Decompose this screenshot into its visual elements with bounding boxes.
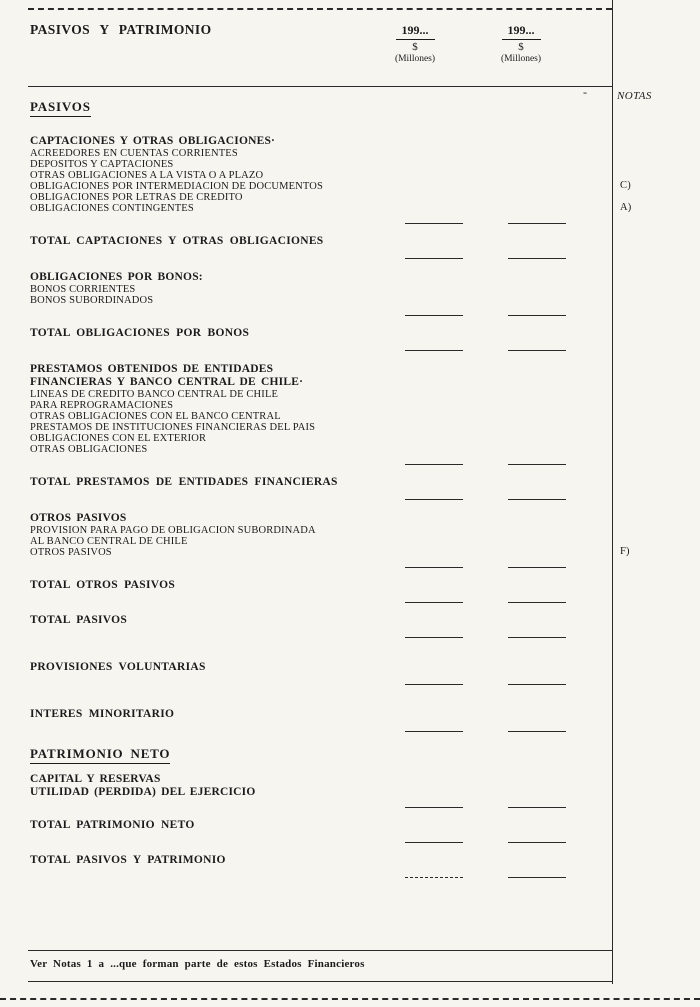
row-label: TOTAL OTROS PASIVOS xyxy=(30,579,176,591)
row-label: PATRIMONIO NETO xyxy=(30,746,170,764)
row-label: OBLIGACIONES POR INTERMEDIACION DE DOCUMENTOS xyxy=(30,181,323,192)
year-label: 199... xyxy=(502,23,541,40)
amount-blank-line xyxy=(508,877,566,878)
bottom-dashed-divider xyxy=(0,998,700,1000)
note-reference: A) xyxy=(620,202,632,213)
amount-blank-row xyxy=(30,870,612,880)
footer-rule-top xyxy=(28,950,612,951)
statement-row-obligaciones-por-bonos xyxy=(30,271,612,284)
amount-blank-row xyxy=(30,595,612,605)
top-dashed-divider xyxy=(28,8,612,10)
statement-row-total-patrimonio-neto xyxy=(30,819,612,833)
unit-label: (Millones) xyxy=(394,54,436,64)
row-label: INTERES MINORITARIO xyxy=(30,708,175,720)
amount-blank-line xyxy=(405,567,463,568)
row-label: OBLIGACIONES POR BONOS: xyxy=(30,271,203,283)
row-label: BONOS CORRIENTES xyxy=(30,284,136,295)
row-label: UTILIDAD (PERDIDA) DEL EJERCICIO xyxy=(30,786,256,798)
row-label: PRESTAMOS DE INSTITUCIONES FINANCIERAS DEL PAIS xyxy=(30,422,316,433)
amount-blank-line xyxy=(508,315,566,316)
note-reference: C) xyxy=(620,180,631,191)
row-label: PASIVOS xyxy=(30,99,91,117)
statement-row-bonos-corrientes xyxy=(30,284,612,295)
row-label: TOTAL PASIVOS Y PATRIMONIO xyxy=(30,854,226,866)
row-label: OBLIGACIONES POR LETRAS DE CREDITO xyxy=(30,192,243,203)
amount-blank-line xyxy=(508,258,566,259)
statement-row-al-banco-central-de-chile xyxy=(30,536,612,547)
footer-note: Ver Notas 1 a ...que forman parte de estos Estados Financieros xyxy=(30,958,365,970)
notas-column-label: NOTAS xyxy=(617,90,652,102)
row-label: DEPOSITOS Y CAPTACIONES xyxy=(30,159,174,170)
amount-blank-line xyxy=(405,731,463,732)
statement-row-otros-pasivos xyxy=(30,512,612,525)
amount-blank-row xyxy=(30,800,612,810)
amount-blank-row xyxy=(30,457,612,467)
amount-blank-line xyxy=(405,464,463,465)
statement-row-interes-minoritario xyxy=(30,708,612,722)
statement-row-otras-obligaciones xyxy=(30,444,612,455)
amount-blank-line xyxy=(405,684,463,685)
statement-row-obligaciones-contingentes xyxy=(30,202,632,214)
amount-blank-row xyxy=(30,343,612,353)
statement-row-financieras-y-banco-central-de-chile xyxy=(30,376,612,389)
row-label: PROVISIONES VOLUNTARIAS xyxy=(30,661,206,673)
row-label: OTRAS OBLIGACIONES CON EL BANCO CENTRAL xyxy=(30,411,281,422)
amount-blank-line xyxy=(405,877,463,878)
amount-blank-line xyxy=(508,350,566,351)
amount-blank-row xyxy=(30,835,612,845)
footer-rule-bottom xyxy=(28,981,612,982)
row-label: FINANCIERAS Y BANCO CENTRAL DE CHILE· xyxy=(30,376,304,388)
row-label: PROVISION PARA PAGO DE OBLIGACION SUBORDINADA xyxy=(30,525,316,536)
amount-blank-line xyxy=(508,464,566,465)
amount-blank-line xyxy=(405,637,463,638)
row-label: OBLIGACIONES CONTINGENTES xyxy=(30,203,194,214)
statement-row-pasivos xyxy=(30,99,612,116)
row-label: TOTAL PRESTAMOS DE ENTIDADES FINANCIERAS xyxy=(30,476,338,488)
year-label: 199... xyxy=(396,23,435,40)
amount-blank-line xyxy=(508,223,566,224)
row-label: AL BANCO CENTRAL DE CHILE xyxy=(30,536,188,547)
statement-row-total-otros-pasivos xyxy=(30,579,612,593)
row-label: TOTAL CAPTACIONES Y OTRAS OBLIGACIONES xyxy=(30,235,324,247)
amount-blank-line xyxy=(405,842,463,843)
row-label: PRESTAMOS OBTENIDOS DE ENTIDADES xyxy=(30,363,274,375)
statement-row-obligaciones-por-intermediacion-de-documentos xyxy=(30,180,631,192)
year-column-header-2 xyxy=(486,21,556,65)
statement-row-otros-pasivos xyxy=(30,546,630,558)
currency-symbol: $ xyxy=(518,41,524,53)
statement-row-prestamos-de-instituciones-financieras-del-pais xyxy=(30,422,612,433)
amount-blank-row xyxy=(30,677,612,687)
statement-row-utilidad-perdida-del-ejercicio xyxy=(30,786,612,798)
row-label: OTROS PASIVOS xyxy=(30,547,112,558)
statement-row-bonos-subordinados xyxy=(30,295,612,306)
statement-row-total-obligaciones-por-bonos xyxy=(30,327,612,341)
row-label: TOTAL PATRIMONIO NETO xyxy=(30,819,195,831)
amount-blank-row xyxy=(30,724,612,734)
amount-blank-line xyxy=(508,842,566,843)
amount-blank-line xyxy=(405,315,463,316)
amount-blank-line xyxy=(508,567,566,568)
statement-title: PASIVOS Y PATRIMONIO xyxy=(30,22,212,37)
statement-row-patrimonio-neto xyxy=(30,746,612,763)
amount-blank-line xyxy=(508,602,566,603)
amount-blank-row xyxy=(30,492,612,502)
stray-dash-mark: - xyxy=(583,85,587,99)
amount-blank-line xyxy=(405,807,463,808)
amount-blank-line xyxy=(405,602,463,603)
row-label: CAPTACIONES Y OTRAS OBLIGACIONES· xyxy=(30,135,276,147)
amount-blank-line xyxy=(508,684,566,685)
unit-label: (Millones) xyxy=(500,54,542,64)
statement-row-provision-para-pago-de-obligacion-subordinada xyxy=(30,525,612,536)
row-label: BONOS SUBORDINADOS xyxy=(30,295,154,306)
row-label: ACREEDORES EN CUENTAS CORRIENTES xyxy=(30,148,238,159)
statement-row-para-reprogramaciones xyxy=(30,400,612,411)
row-label: OTROS PASIVOS xyxy=(30,512,127,524)
statement-row-capital-y-reservas xyxy=(30,773,612,785)
statement-row-lineas-de-credito-banco-central-de-chile xyxy=(30,389,612,400)
statement-row-depositos-y-captaciones xyxy=(30,159,612,170)
statement-row-otras-obligaciones-con-el-banco-central xyxy=(30,411,612,422)
row-label: CAPITAL Y RESERVAS xyxy=(30,773,161,785)
statement-row-total-captaciones-y-otras-obligaciones xyxy=(30,235,612,249)
amount-blank-line xyxy=(508,499,566,500)
note-reference: F) xyxy=(620,546,630,557)
statement-row-otras-obligaciones-a-la-vista-o-a-plazo xyxy=(30,170,612,181)
statement-row-obligaciones-con-el-exterior xyxy=(30,433,612,444)
amount-blank-line xyxy=(405,499,463,500)
amount-blank-line xyxy=(405,258,463,259)
statement-row-total-prestamos-de-entidades-financieras xyxy=(30,476,612,490)
amount-blank-line xyxy=(405,350,463,351)
statement-row-provisiones-voluntarias xyxy=(30,661,612,675)
amount-blank-row xyxy=(30,630,612,640)
row-label: OTRAS OBLIGACIONES xyxy=(30,444,148,455)
statement-row-prestamos-obtenidos-de-entidades xyxy=(30,363,612,376)
amount-blank-line xyxy=(405,223,463,224)
statement-row-captaciones-y-otras-obligaciones xyxy=(30,135,612,148)
amount-blank-line xyxy=(508,637,566,638)
row-label: TOTAL OBLIGACIONES POR BONOS xyxy=(30,327,250,339)
currency-symbol: $ xyxy=(412,41,418,53)
row-label: PARA REPROGRAMACIONES xyxy=(30,400,174,411)
statement-rows xyxy=(30,97,632,947)
row-label: LINEAS DE CREDITO BANCO CENTRAL DE CHILE xyxy=(30,389,279,400)
amount-blank-line xyxy=(508,807,566,808)
amount-blank-line xyxy=(508,731,566,732)
row-label: TOTAL PASIVOS xyxy=(30,614,128,626)
statement-row-acreedores-en-cuentas-corrientes xyxy=(30,148,612,159)
notas-column-divider xyxy=(612,0,613,984)
statement-row-total-pasivos xyxy=(30,614,612,628)
statement-row-total-pasivos-y-patrimonio xyxy=(30,854,612,868)
row-label: OTRAS OBLIGACIONES A LA VISTA O A PLAZO xyxy=(30,170,264,181)
amount-blank-row xyxy=(30,560,612,570)
statement-row-obligaciones-por-letras-de-credito xyxy=(30,192,612,203)
header-rule xyxy=(28,86,612,87)
row-label: OBLIGACIONES CON EL EXTERIOR xyxy=(30,433,207,444)
amount-blank-row xyxy=(30,216,612,226)
year-column-header-1 xyxy=(380,21,450,65)
amount-blank-row xyxy=(30,251,612,261)
amount-blank-row xyxy=(30,308,612,318)
